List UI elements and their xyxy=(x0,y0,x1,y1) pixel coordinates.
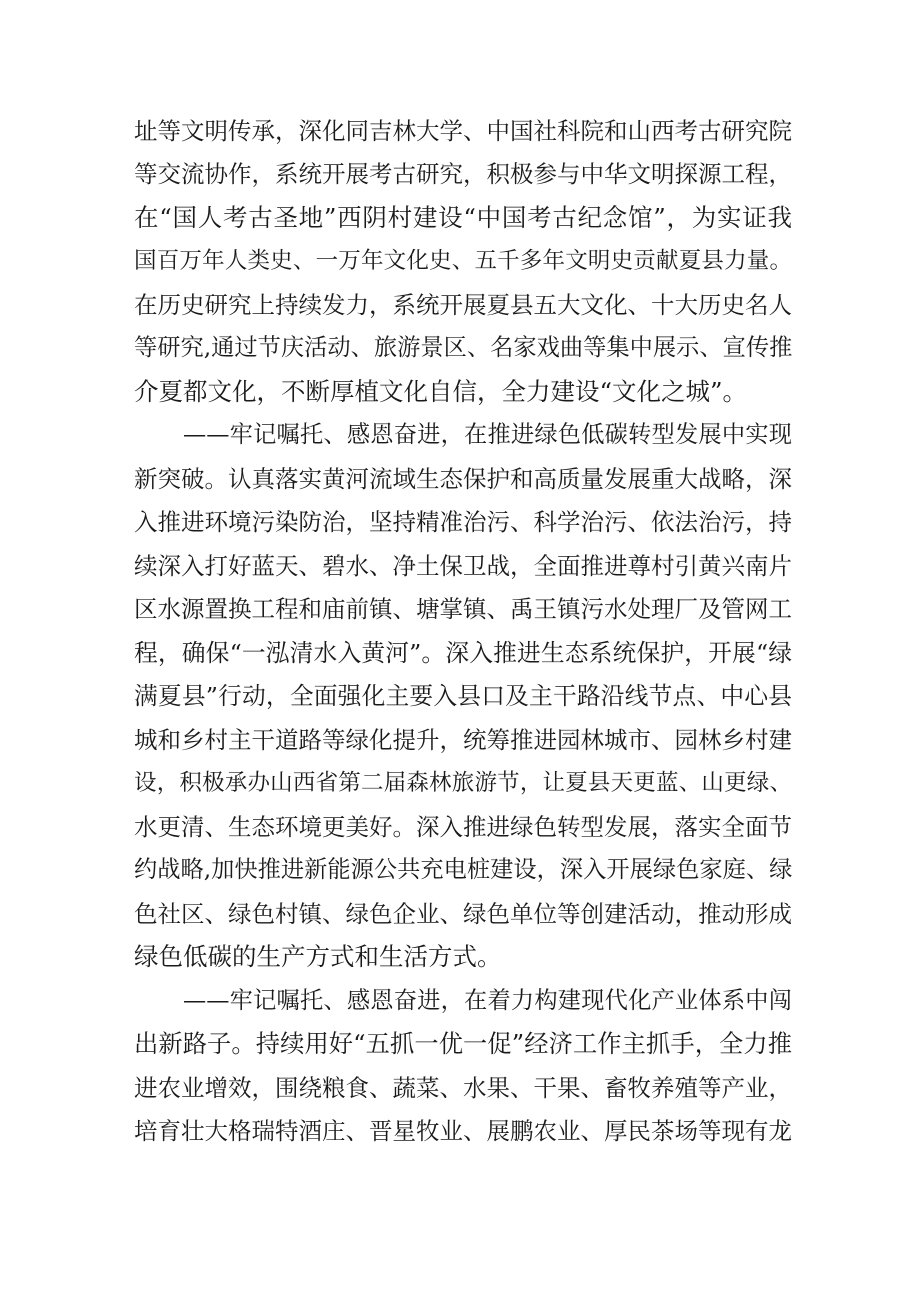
text-line: 址等文明传承，深化同吉林大学、中国社科院和山西考古研究院 xyxy=(134,117,792,145)
text-line: 入推进环境污染防治，坚持精准治污、科学治污、依法治污，持 xyxy=(134,508,792,536)
text-line: 满夏县”行动，全面强化主要入县口及主干路沿线节点、中心县 xyxy=(134,682,792,710)
text-line: 区水源置换工程和庙前镇、塘掌镇、禹王镇污水处理厂及管网工 xyxy=(134,595,792,623)
text-line: 介夏都文化，不断厚植文化自信，全力建设“文化之城”。 xyxy=(134,377,748,406)
text-line: 新突破。认真落实黄河流域生态保护和高质量发展重大战略，深 xyxy=(134,465,792,493)
text-line: 水更清、生态环境更美好。深入推进绿色转型发展，落实全面节 xyxy=(134,813,792,841)
paragraph-heading-line: ——牢记嘱托、感恩奋进，在着力构建现代化产业体系中闯 xyxy=(183,987,792,1014)
text-line: 绿色低碳的生产方式和生活方式。 xyxy=(134,942,502,971)
text-line: 等研究,通过节庆活动、旅游景区、名家戏曲等集中展示、宣传推 xyxy=(134,334,793,361)
text-line: 程，确保“一泓清水入黄河”。深入推进生态系统保护，开展“绿 xyxy=(134,639,792,667)
text-line: 色社区、绿色村镇、绿色企业、绿色单位等创建活动，推动形成 xyxy=(134,900,792,928)
text-line: 等交流协作，系统开展考古研究，积极参与中华文明探源工程， xyxy=(134,160,792,188)
text-line: 约战略,加快推进新能源公共充电桩建设，深入开展绿色家庭、绿 xyxy=(134,856,793,883)
paragraph-heading-line: ——牢记嘱托、感恩奋进，在推进绿色低碳转型发展中实现 xyxy=(183,421,792,448)
text-line: 出新路子。持续用好“五抓一优一促”经济工作主抓手，全力推 xyxy=(134,1029,792,1058)
text-line: 在历史研究上持续发力，系统开展夏县五大文化、十大历史名人 xyxy=(134,291,792,319)
text-line: 进农业增效，围绕粮食、蔬菜、水果、干果、畜牧养殖等产业， xyxy=(134,1074,792,1102)
text-line: 城和乡村主干道路等绿化提升，统筹推进园林城市、园林乡村建 xyxy=(134,726,792,754)
text-line: 在“国人考古圣地”西阴村建设“中国考古纪念馆”，为实证我 xyxy=(134,203,792,232)
text-line: 续深入打好蓝天、碧水、净土保卫战，全面推进尊村引黄兴南片 xyxy=(134,552,792,580)
text-line: 国百万年人类史、一万年文化史、五千多年文明史贡献夏县力量。 xyxy=(134,248,792,274)
text-line: 设，积极承办山西省第二届森林旅游节，让夏县天更蓝、山更绿、 xyxy=(134,770,792,796)
text-line: 培育壮大格瑞特酒庄、晋星牧业、展鹏农业、厚民茶场等现有龙 xyxy=(134,1117,792,1145)
